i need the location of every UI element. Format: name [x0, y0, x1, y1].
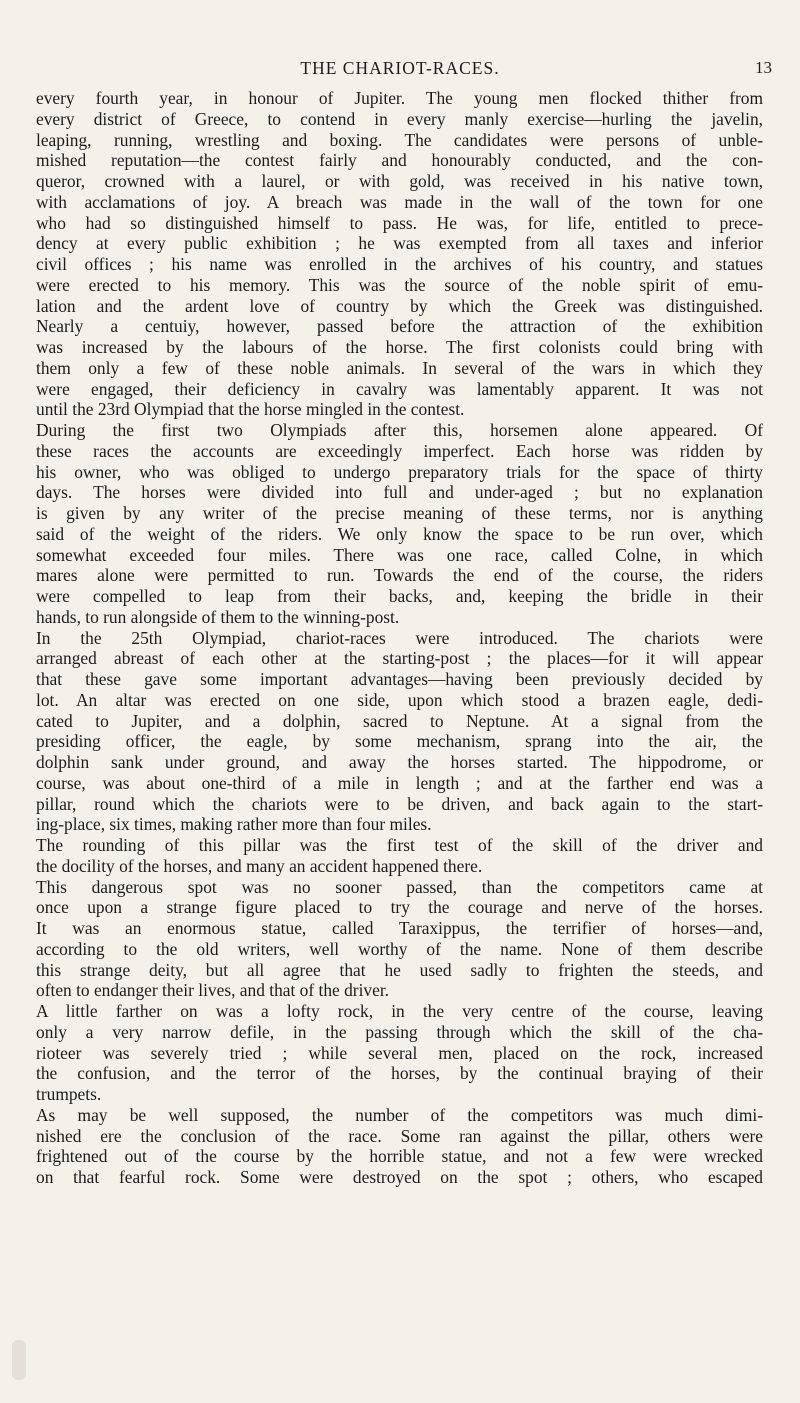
- text-line: leaping, running, wrestling and boxing. The candidates were persons of unble-: [36, 129, 763, 150]
- text-line: lot. An altar was erected on one side, upon which stood a brazen eagle, dedi-: [36, 689, 763, 710]
- text-line: presiding officer, the eagle, by some mechanism, sprang into the air, the: [36, 731, 763, 752]
- text-line: was increased by the labours of the horse. The first colonists could bring with: [36, 337, 763, 357]
- text-line: often to endanger their lives, and that of the driver.: [36, 980, 390, 1001]
- text-line: were engaged, their deficiency in cavalry was lamentably apparent. It was not: [36, 378, 763, 399]
- text-line: During the first two Olympiads after this, horsemen alone appeared. Of: [36, 420, 763, 440]
- text-line: is given by any writer of the precise meaning of these terms, nor is anything: [36, 503, 763, 523]
- text-line: dolphin sank under ground, and away the horses started. The hippodrome, or: [36, 752, 763, 772]
- running-title: THE CHARIOT-RACES.: [300, 58, 500, 78]
- text-line: his owner, who was obliged to undergo preparatory trials for the space of thirty: [36, 461, 763, 482]
- text-line: queror, crowned with a laurel, or with gold, was received in his native town,: [36, 171, 763, 191]
- page-header: [0, 58, 800, 82]
- text-line: frightened out of the course by the horrible statue, and not a few were wrecked: [36, 1146, 763, 1167]
- text-line: these races the accounts are exceedingly imperfect. Each horse was ridden by: [36, 440, 763, 461]
- text-line: The rounding of this pillar was the first test of the skill of the driver and: [36, 835, 763, 855]
- text-line: A little farther on was a lofty rock, in the very centre of the course, leaving: [36, 1001, 763, 1021]
- text-line: cated to Jupiter, and a dolphin, sacred to Neptune. At a signal from the: [36, 710, 763, 731]
- text-line: that these gave some important advantages—having been previously decided by: [36, 669, 763, 689]
- text-line: dency at every public exhibition ; he was exempted from all taxes and inferior: [36, 233, 763, 254]
- text-line: every district of Greece, to contend in every manly exercise—hurling the javelin,: [36, 108, 763, 129]
- text-line: them only a few of these noble animals. In several of the wars in which they: [36, 357, 763, 378]
- text-line: mished reputation—the contest fairly and honourably conducted, and the con-: [36, 150, 763, 171]
- text-line: course, was about one-third of a mile in length ; and at the farther end was a: [36, 772, 763, 793]
- text-line: were compelled to leap from their backs, and, keeping the bridle in their: [36, 586, 763, 606]
- body-text: [36, 88, 763, 1188]
- text-line: arranged abreast of each other at the starting-post ; the places—for it will appear: [36, 648, 763, 669]
- text-line: were erected to his memory. This was the source of the noble spirit of emu-: [36, 274, 763, 295]
- text-line: hands, to run alongside of them to the winning-post.: [36, 606, 400, 627]
- text-line: rioteer was severely tried ; while several men, placed on the rock, increased: [36, 1042, 763, 1063]
- text-line: until the 23rd Olympiad that the horse mingled in the contest.: [36, 399, 465, 420]
- text-line: this strange deity, but all agree that he used sadly to frighten the steeds, and: [36, 959, 763, 980]
- text-line: every fourth year, in honour of Jupiter. The young men flocked thither from: [36, 88, 763, 108]
- text-line: somewhat exceeded four miles. There was one race, called Colne, in which: [36, 544, 763, 565]
- text-line: ing-place, six times, making rather more than four miles.: [36, 814, 432, 835]
- text-line: nished ere the conclusion of the race. Some ran against the pillar, others were: [36, 1125, 763, 1146]
- text-line: mares alone were permitted to run. Towards the end of the course, the riders: [36, 565, 763, 586]
- text-line: the docility of the horses, and many an accident happened there.: [36, 855, 483, 876]
- text-line: the confusion, and the terror of the horses, by the continual braying of their: [36, 1063, 763, 1084]
- text-line: It was an enormous statue, called Taraxippus, the terrifier of horses—and,: [36, 918, 763, 938]
- text-line: once upon a strange figure placed to try the courage and nerve of the horses.: [36, 897, 763, 918]
- text-line: who had so distinguished himself to pass. He was, for life, entitled to prece-: [36, 212, 763, 233]
- text-line: said of the weight of the riders. We only know the space to be run over, which: [36, 523, 763, 544]
- text-line: pillar, round which the chariots were to be driven, and back again to the start-: [36, 793, 763, 814]
- page-number: 13: [755, 58, 772, 77]
- text-line: This dangerous spot was no sooner passed, than the competitors came at: [36, 876, 763, 897]
- text-line: trumpets.: [36, 1084, 102, 1104]
- text-line: In the 25th Olympiad, chariot-races were introduced. The chariots were: [36, 627, 763, 648]
- text-line: civil offices ; his name was enrolled in the archives of his country, and statues: [36, 254, 763, 274]
- text-line: Nearly a centuiy, however, passed before the attraction of the exhibition: [36, 316, 763, 337]
- text-line: according to the old writers, well worthy of the name. None of them describe: [36, 938, 763, 959]
- text-line: on that fearful rock. Some were destroyed on the spot ; others, who escaped: [36, 1167, 763, 1187]
- paper-stain: [12, 1340, 26, 1380]
- text-line: days. The horses were divided into full and under-aged ; but no explanation: [36, 482, 763, 503]
- text-line: with acclamations of joy. A breach was made in the wall of the town for one: [36, 191, 763, 212]
- text-line: As may be well supposed, the number of the competitors was much dimi-: [36, 1104, 763, 1125]
- text-line: only a very narrow defile, in the passing through which the skill of the cha-: [36, 1021, 763, 1042]
- text-line: lation and the ardent love of country by which the Greek was distinguished.: [36, 295, 763, 316]
